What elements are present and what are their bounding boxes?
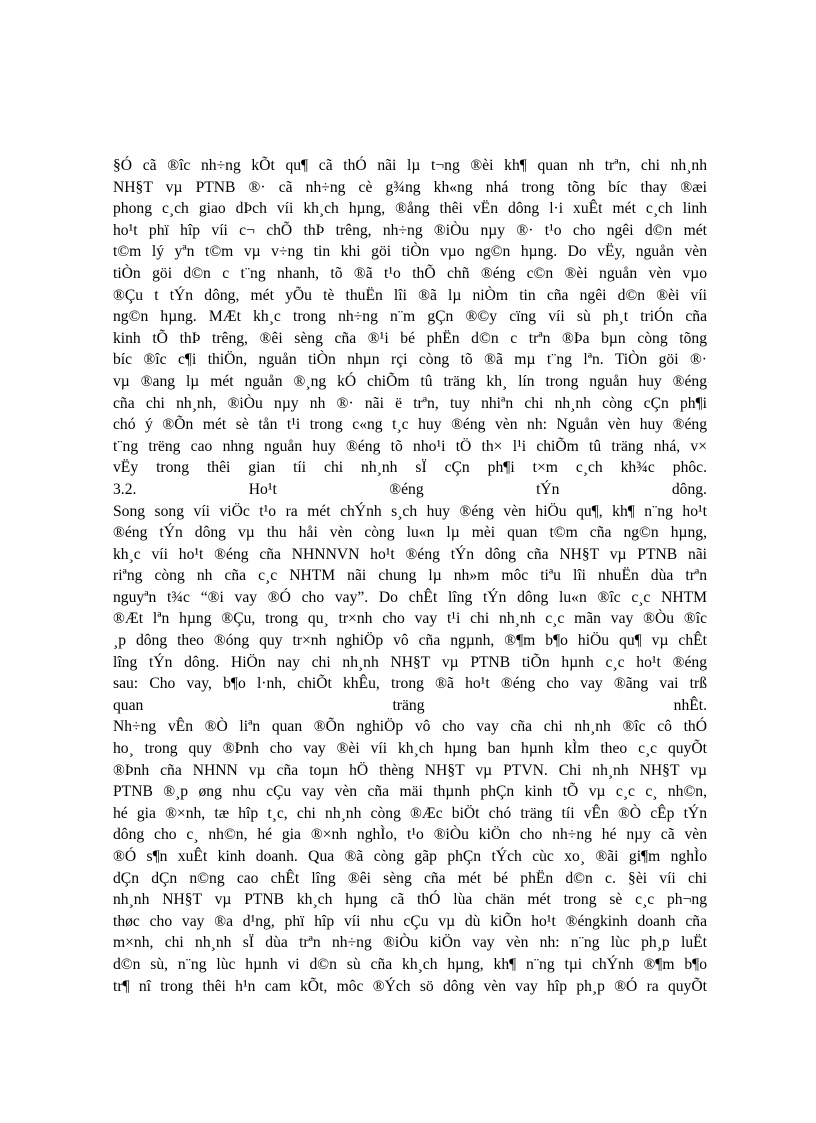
text-line: phong c¸ch giao dÞch víi kh¸ch hµng, ®ång thêi vËn dông l·i xuÊt mét c¸ch linh — [113, 200, 707, 218]
text-line: Nh÷ng vÊn ®Ò liªn quan ®Õn nghiÖp vô cho vay cña chi nh¸nh ®îc cô thÓ — [113, 718, 707, 736]
section-number: 3.2. — [113, 480, 137, 498]
text-line: kh¸c víi ho¹t ®éng cña NHNNVN ho¹t ®éng tÝn dông cña NH§T vµ PTNB nãi — [113, 545, 707, 563]
text-line-spread — [113, 695, 707, 717]
text-line: §Ó cã ®îc nh÷ng kÕt qu¶ cã thÓ nãi lµ t¬ng ®èi kh¶ quan nh trªn, chi nh¸nh — [113, 157, 707, 174]
text-line: riªng còng nh cña c¸c NHTM nãi chung lµ nh»m môc tiªu lîi nhuËn dùa trªn — [113, 567, 707, 585]
heading-word: tÝn — [536, 480, 560, 498]
text-line: bíc ®îc c¶i thiÖn, nguån tiÒn nhµn rçi còng tõ ®ã mµ t¨ng lªn. TiÒn göi ®· — [113, 351, 707, 369]
paragraph-deposits — [113, 155, 707, 479]
heading-word: dông. — [671, 480, 707, 498]
text-line: chó ý ®Õn mét sè tån t¹i trong c«ng t¸c huy ®éng vèn nh: Nguån vèn huy ®éng — [113, 416, 707, 434]
text-line: ng©n hµng. MÆt kh¸c trong nh÷ng n¨m gÇn ®©y cïng víi sù ph¸t triÓn cña — [113, 308, 707, 326]
text-line: m×nh, chi nh¸nh sÏ dùa trªn nh÷ng ®iÒu kiÖn vay vèn nh: n¨ng lùc ph¸p luËt — [113, 934, 707, 952]
text-line: ho¸ trong quy ®Þnh cho vay ®èi víi kh¸ch hµng ban hµnh kÌm theo c¸c quyÕt — [113, 740, 707, 758]
text-line: ®Æt lªn hµng ®Çu, trong qu¸ tr×nh cho vay t¹i chi nh¸nh c¸c mãn vay ®Òu ®îc — [113, 610, 707, 628]
text-line: vËy trong thêi gian tíi chi nh¸nh sÏ cÇn ph¶i t×m c¸ch kh¾c phôc. — [113, 459, 707, 477]
text-line: dÇn dÇn n©ng cao chÊt lîng ®êi sèng cña mét bé phËn d©n c. §èi víi chi — [113, 869, 707, 887]
text-line: Song song víi viÖc t¹o ra mét chÝnh s¸ch huy ®éng vèn hiÖu qu¶, kh¶ n¨ng ho¹t — [113, 502, 707, 520]
text-line: ¸p dông theo ®óng quy tr×nh nghiÖp vô cña ngµnh, ®¶m b¶o hiÖu qu¶ vµ chÊt — [113, 632, 707, 650]
text-line: vµ ®ang lµ mét nguån ®¸ng kÓ chiÕm tû träng kh¸ lín trong nguån huy ®éng — [113, 372, 707, 390]
text-line: sau: Cho vay, b¶o l·nh, chiÕt khÊu, trong ®ã ho¹t ®éng cho vay ®ãng vai trß — [113, 675, 707, 693]
text-line: t¨ng trëng cao nhng nguån huy ®éng tõ nho¹i tÖ th× l¹i chiÕm tû träng nhá, v× — [113, 437, 707, 455]
heading-word: Ho¹t — [248, 480, 277, 498]
text-line: hé gia ®×nh, tæ hîp t¸c, chi nh¸nh còng ®Æc biÖt chó träng tíi vÊn ®Ò cÊp tÝn — [113, 804, 707, 822]
text-line: cña chi nh¸nh, ®iÒu nµy nh ®· nãi ë trªn, tuy nhiªn chi nh¸nh còng cÇn ph¶i — [113, 394, 707, 412]
paragraph-credit — [113, 501, 707, 717]
text-line: ®Ó s¶n xuÊt kinh doanh. Qua ®ã còng gãp phÇn tÝch cùc xo¸ ®ãi gi¶m nghÌo — [113, 848, 707, 865]
text-line: kinh tÕ thÞ trêng, ®êi sèng cña ®¹i bé phËn d©n c trªn ®Þa bµn còng tõng — [113, 329, 707, 347]
text-line: d©n sù, n¨ng lùc hµnh vi d©n sù cña kh¸ch hµng, kh¶ n¨ng tµi chÝnh ®¶m b¶o — [113, 955, 707, 973]
text-line: ®Þnh cña NHNN vµ cña toµn hÖ thèng NH§T vµ PTVN. Chi nh¸nh NH§T vµ — [113, 761, 707, 779]
text-line: nh¸nh NH§T vµ PTNB kh¸ch hµng cã thÓ lùa chän mét trong sè c¸c ph¬ng — [113, 891, 707, 909]
text-line: tiÒn göi d©n c t¨ng nhanh, tõ ®ã t¹o thÕ chñ ®éng c©n ®èi nguån vèn vµo — [113, 264, 707, 282]
section-heading — [113, 479, 707, 501]
text-line: t©m lý yªn t©m vµ v÷ng tin khi göi tiÒn vµo ng©n hµng. Do vËy, nguån vèn — [113, 243, 707, 261]
text-line: ®éng tÝn dông vµ thu håi vèn còng lu«n lµ mèi quan t©m cña ng©n hµng, — [113, 524, 707, 542]
text-line: thøc cho vay ®a d¹ng, phï hîp víi nhu cÇu vµ dù kiÕn ho¹t ®éngkinh doanh cña — [113, 912, 707, 930]
text-line: PTNB ®¸p øng nhu cÇu vay vèn cña mäi thµnh phÇn kinh tÕ vµ c¸c c¸ nh©n, — [113, 783, 707, 801]
spread-word: nhÊt. — [673, 696, 707, 714]
text-line: nguyªn t¾c “®i vay ®Ó cho vay”. Do chÊt lîng tÝn dông lu«n ®îc c¸c NHTM — [113, 588, 707, 606]
paragraph-lending — [113, 716, 707, 997]
text-line: ho¹t phï hîp víi c¬ chÕ thÞ trêng, nh÷ng ®iÒu nµy ®· t¹o cho ngêi d©n mét — [113, 221, 707, 239]
text-line: ®Çu t tÝn dông, mét yÕu tè thuËn lîi ®ã lµ niÒm tin cña ngêi d©n ®èi víi — [113, 286, 707, 304]
text-line: lîng tÝn dông. HiÖn nay chi nh¸nh NH§T vµ PTNB tiÕn hµnh c¸c ho¹t ®éng — [113, 653, 707, 671]
spread-word: quan — [113, 696, 144, 714]
heading-word: ®éng — [389, 480, 424, 498]
spread-word: träng — [392, 696, 425, 714]
document-body — [113, 155, 707, 997]
text-line: NH§T vµ PTNB ®· cã nh÷ng cè g¾ng kh«ng nhá trong tõng bíc thay ®æi — [113, 178, 707, 196]
text-line: tr¶ nî trong thêi h¹n cam kÕt, môc ®Ých sö dông vèn vay hîp ph¸p ®Ó ra quyÕt — [113, 977, 707, 995]
text-line: dông cho c¸ nh©n, hé gia ®×nh nghÌo, t¹o ®iÒu kiÖn cho nh÷ng hé nµy cã vèn — [113, 826, 707, 844]
